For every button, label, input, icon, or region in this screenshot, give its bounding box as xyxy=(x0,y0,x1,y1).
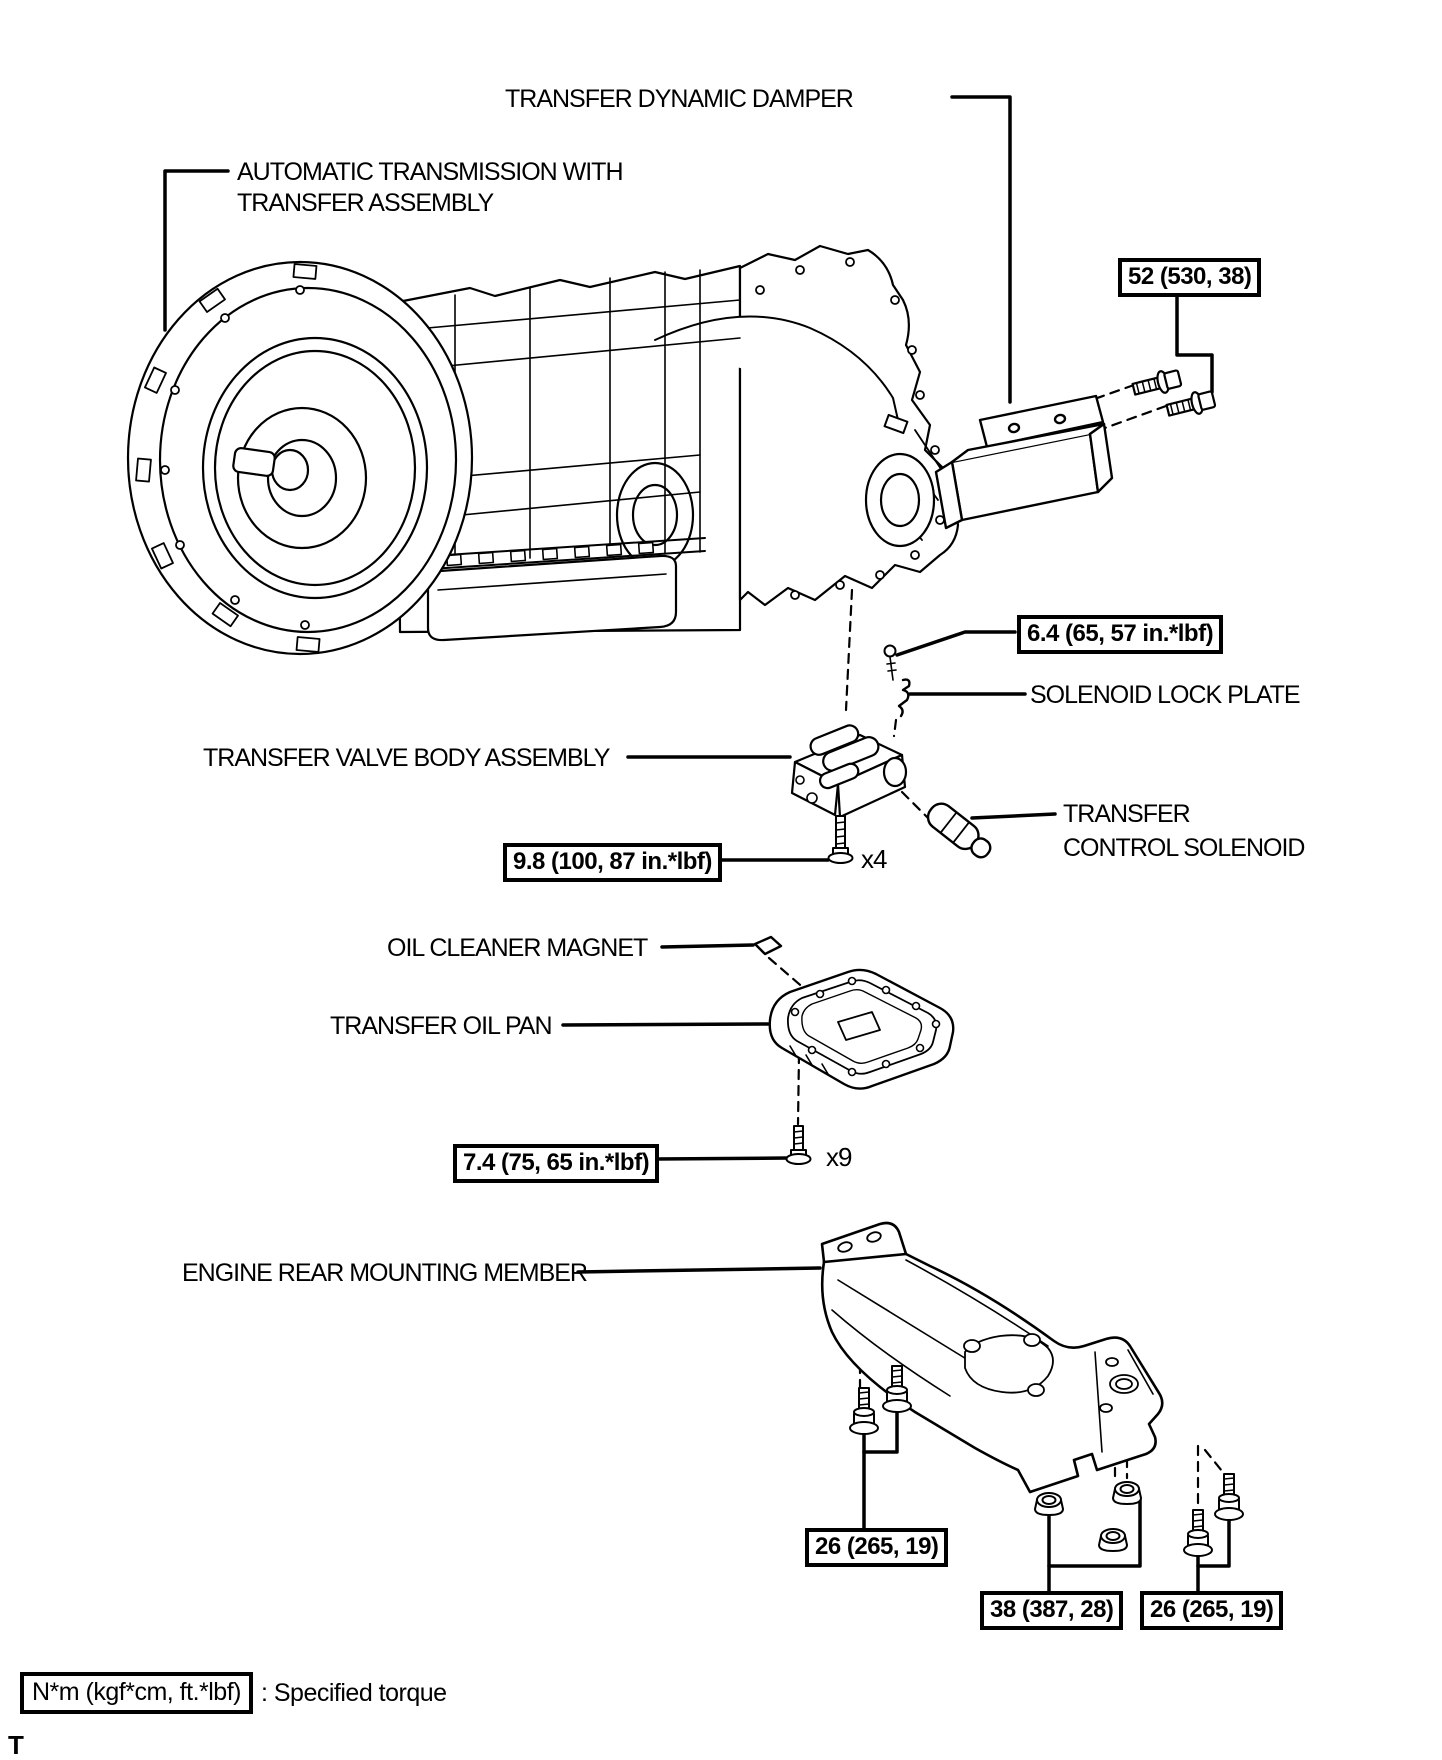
transfer-case xyxy=(740,246,958,605)
dash-lockplate xyxy=(894,720,896,736)
dash-pan-to-bolt xyxy=(798,1054,799,1124)
torque-legend-text: : Specified torque xyxy=(260,1678,447,1707)
label-transmission-line1: AUTOMATIC TRANSMISSION WITH xyxy=(237,158,623,186)
output-seal-inner xyxy=(633,485,677,545)
torque-box-valve-body: 9.8 (100, 87 in.*lbf) xyxy=(503,843,722,882)
lock-screw xyxy=(885,646,897,681)
torque-box-member-center: 38 (387, 28) xyxy=(980,1591,1123,1630)
leader-member xyxy=(578,1268,820,1272)
label-control-solenoid-line1: TRANSFER xyxy=(1063,800,1190,828)
damper-hole-2 xyxy=(1054,414,1065,424)
converter-hub xyxy=(272,450,308,490)
damper-hole-1 xyxy=(1008,423,1019,433)
member-stud-bolt-3 xyxy=(1184,1510,1212,1556)
member-flange-nut-2 xyxy=(1113,1482,1141,1504)
label-control-solenoid-line2: CONTROL SOLENOID xyxy=(1063,834,1305,862)
leader-oil-pan xyxy=(563,1024,768,1025)
torque-box-member-rear: 26 (265, 19) xyxy=(1140,1591,1283,1630)
qty-valve-body-bolts: x4 xyxy=(861,844,887,874)
valve-body-drawing xyxy=(792,718,906,817)
dash-trans-to-valvebody xyxy=(846,590,852,710)
qty-oil-pan-bolts: x9 xyxy=(826,1142,852,1172)
valve-body-bolt xyxy=(829,816,853,863)
leader-torque-64 xyxy=(897,632,1015,655)
leader-damper xyxy=(952,97,1010,402)
oil-cleaner-magnet-part xyxy=(755,937,781,954)
input-shaft xyxy=(233,447,276,476)
member-flange-nut-1 xyxy=(1035,1493,1063,1515)
label-transmission-line2: TRANSFER ASSEMBLY xyxy=(237,189,494,217)
torque-box-damper: 52 (530, 38) xyxy=(1118,258,1261,297)
footer-char: T xyxy=(8,1730,24,1760)
solenoid-lock-plate-part xyxy=(899,680,909,716)
leader-torque-52 xyxy=(1177,294,1212,392)
control-solenoid-part xyxy=(923,799,996,864)
leader-control-solenoid xyxy=(972,814,1055,818)
label-oil-cleaner-magnet: OIL CLEANER MAGNET xyxy=(387,934,648,962)
damper-bolt-1 xyxy=(1131,367,1182,400)
label-valve-body: TRANSFER VALVE BODY ASSEMBLY xyxy=(203,744,610,772)
valve-body-boss xyxy=(884,758,906,786)
torque-box-oil-pan: 7.4 (75, 65 in.*lbf) xyxy=(453,1144,659,1183)
leader-torque-74 xyxy=(655,1158,788,1159)
trans-oil-pan xyxy=(428,556,676,640)
label-transfer-oil-pan: TRANSFER OIL PAN xyxy=(330,1012,552,1040)
torque-unit-box: N*m (kgf*cm, ft.*lbf) xyxy=(20,1672,253,1714)
label-solenoid-lock-plate: SOLENOID LOCK PLATE xyxy=(1030,681,1300,709)
label-dynamic-damper: TRANSFER DYNAMIC DAMPER xyxy=(505,85,853,113)
rear-boss-inner xyxy=(881,474,919,526)
label-mounting-member: ENGINE REAR MOUNTING MEMBER xyxy=(182,1259,587,1287)
member-stud-bolt-1 xyxy=(850,1388,878,1434)
leader-magnet xyxy=(662,945,753,947)
dash-member-bolt-g xyxy=(1205,1450,1226,1476)
transfer-oil-pan-drawing xyxy=(770,970,953,1089)
transmission-drawing xyxy=(128,246,958,654)
torque-box-member-front: 26 (265, 19) xyxy=(805,1528,948,1567)
damper-bolt-2 xyxy=(1165,388,1216,421)
dynamic-damper-drawing xyxy=(936,396,1112,528)
oil-pan-bolt xyxy=(787,1126,811,1164)
member-flange-nut-3 xyxy=(1099,1529,1127,1551)
torque-box-lock-screw: 6.4 (65, 57 in.*lbf) xyxy=(1017,615,1223,654)
member-stud-bolt-4 xyxy=(1215,1474,1243,1520)
torque-legend xyxy=(20,1672,447,1714)
